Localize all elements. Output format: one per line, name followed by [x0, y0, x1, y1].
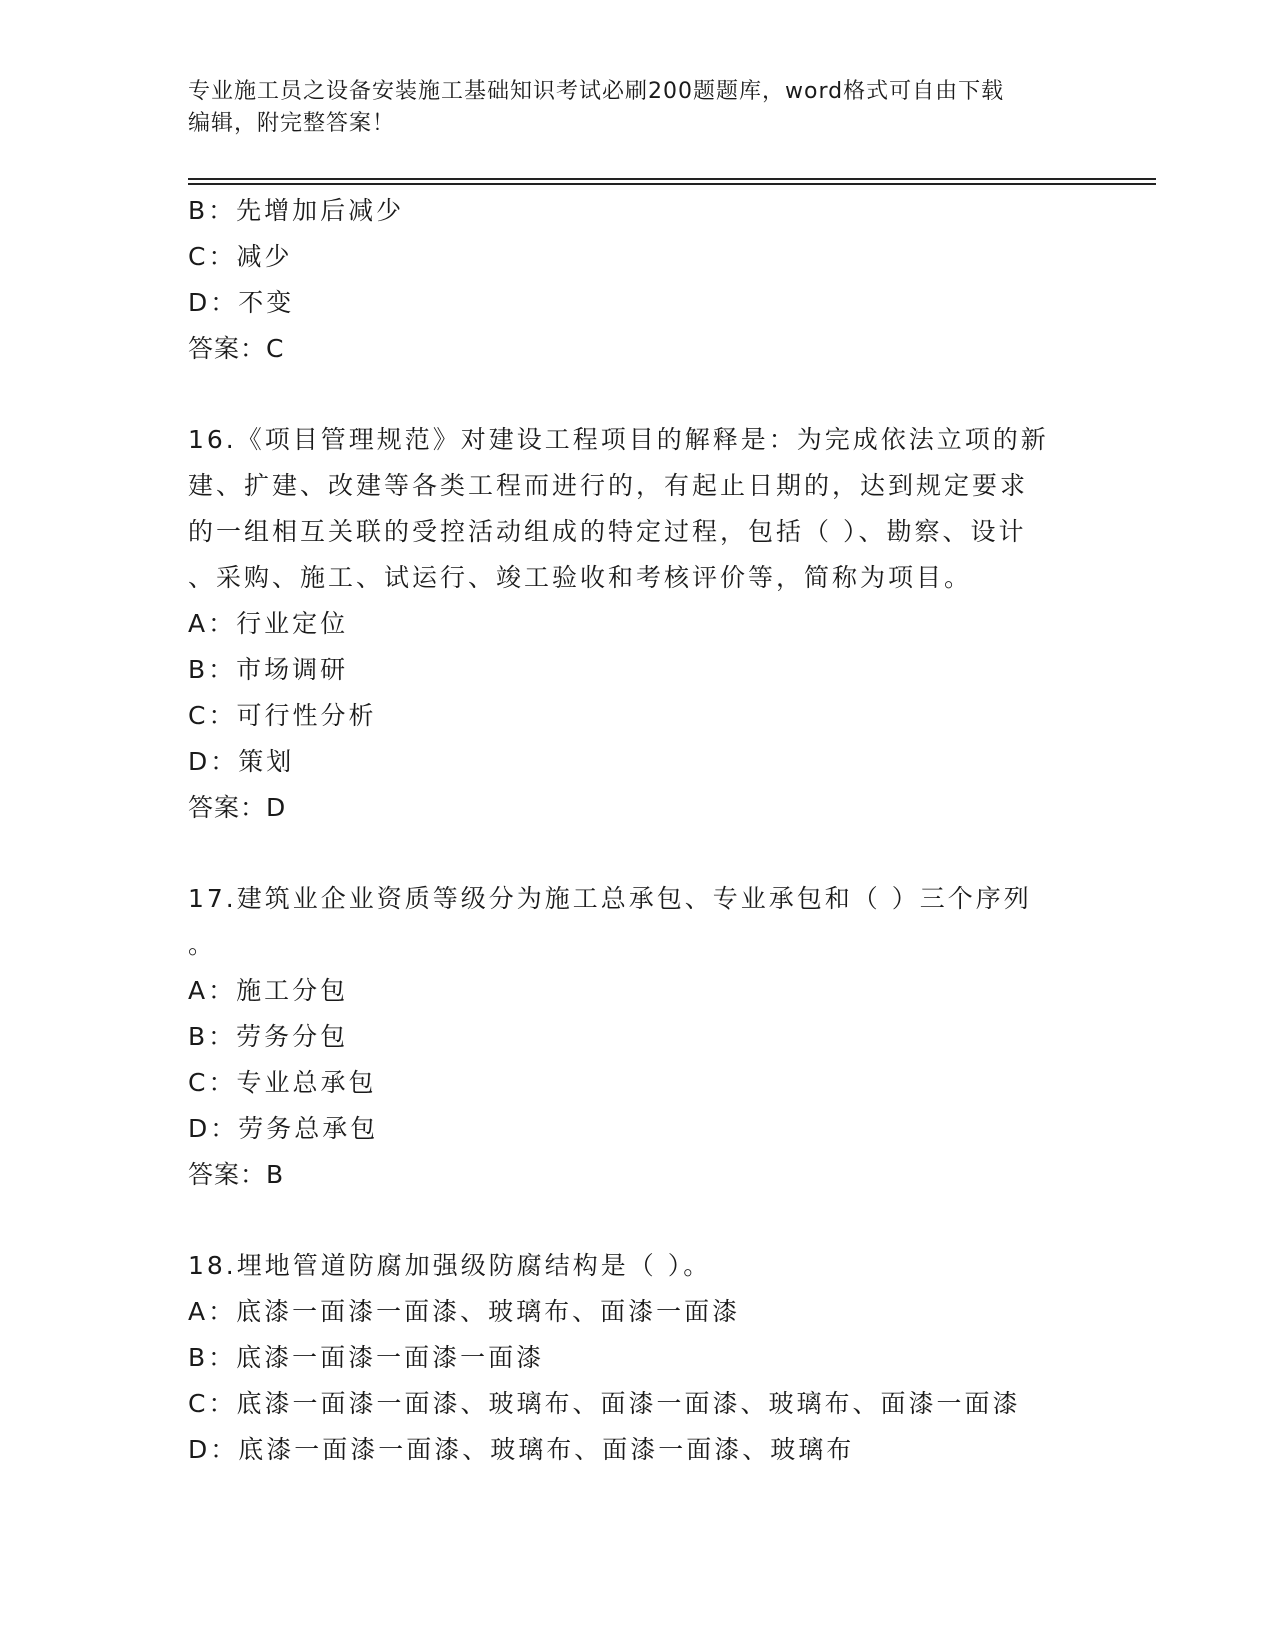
option-a: A：底漆一面漆一面漆、玻璃布、面漆一面漆 — [188, 1297, 741, 1326]
document-header — [188, 76, 1088, 140]
header-title-line-1: 专业施工员之设备安装施工基础知识考试必刷200题题库，word格式可自由下载 — [188, 79, 1005, 104]
header-title-line-2: 编辑，附完整答案！ — [188, 111, 396, 136]
question-text-line: 建、扩建、改建等各类工程而进行的，有起止日期的，达到规定要求 — [188, 471, 1029, 500]
question-content — [188, 188, 1088, 1473]
spacer — [188, 372, 1088, 417]
question-text-line: 的一组相互关联的受控活动组成的特定过程，包括（ ）、勘察、设计 — [188, 517, 1027, 546]
option-b: B：先增加后减少 — [188, 196, 405, 225]
answer-line: 答案：D — [188, 793, 287, 822]
question-text-line: 。 — [188, 930, 217, 959]
option-d: D：劳务总承包 — [188, 1114, 379, 1143]
option-a: A：施工分包 — [188, 976, 349, 1005]
question-text-line: 、采购、施工、试运行、竣工验收和考核评价等，简称为项目。 — [188, 563, 973, 592]
option-b: B：底漆一面漆一面漆一面漆 — [188, 1343, 545, 1372]
question-16 — [188, 417, 1088, 831]
spacer — [188, 1198, 1088, 1243]
option-c: C：可行性分析 — [188, 701, 377, 730]
question-17 — [188, 876, 1088, 1198]
header-divider-top — [188, 178, 1156, 180]
answer-line: 答案：B — [188, 1160, 285, 1189]
option-c: C：底漆一面漆一面漆、玻璃布、面漆一面漆、玻璃布、面漆一面漆 — [188, 1389, 1021, 1418]
spacer — [188, 831, 1088, 876]
question-15-tail — [188, 188, 1088, 372]
option-d: D：策划 — [188, 747, 295, 776]
option-b: B：市场调研 — [188, 655, 349, 684]
option-d: D：不变 — [188, 288, 295, 317]
option-c: C：减少 — [188, 242, 293, 271]
option-a: A：行业定位 — [188, 609, 349, 638]
question-18 — [188, 1243, 1088, 1473]
header-divider-bottom — [188, 183, 1156, 185]
question-text-line: 18.埋地管道防腐加强级防腐结构是（ ）。 — [188, 1251, 712, 1280]
question-text-line: 16.《项目管理规范》对建设工程项目的解释是：为完成依法立项的新 — [188, 425, 1049, 454]
option-b: B：劳务分包 — [188, 1022, 349, 1051]
answer-line: 答案：C — [188, 334, 285, 363]
question-text-line: 17.建筑业企业资质等级分为施工总承包、专业承包和（ ）三个序列 — [188, 884, 1032, 913]
option-d: D：底漆一面漆一面漆、玻璃布、面漆一面漆、玻璃布 — [188, 1435, 855, 1464]
option-c: C：专业总承包 — [188, 1068, 377, 1097]
